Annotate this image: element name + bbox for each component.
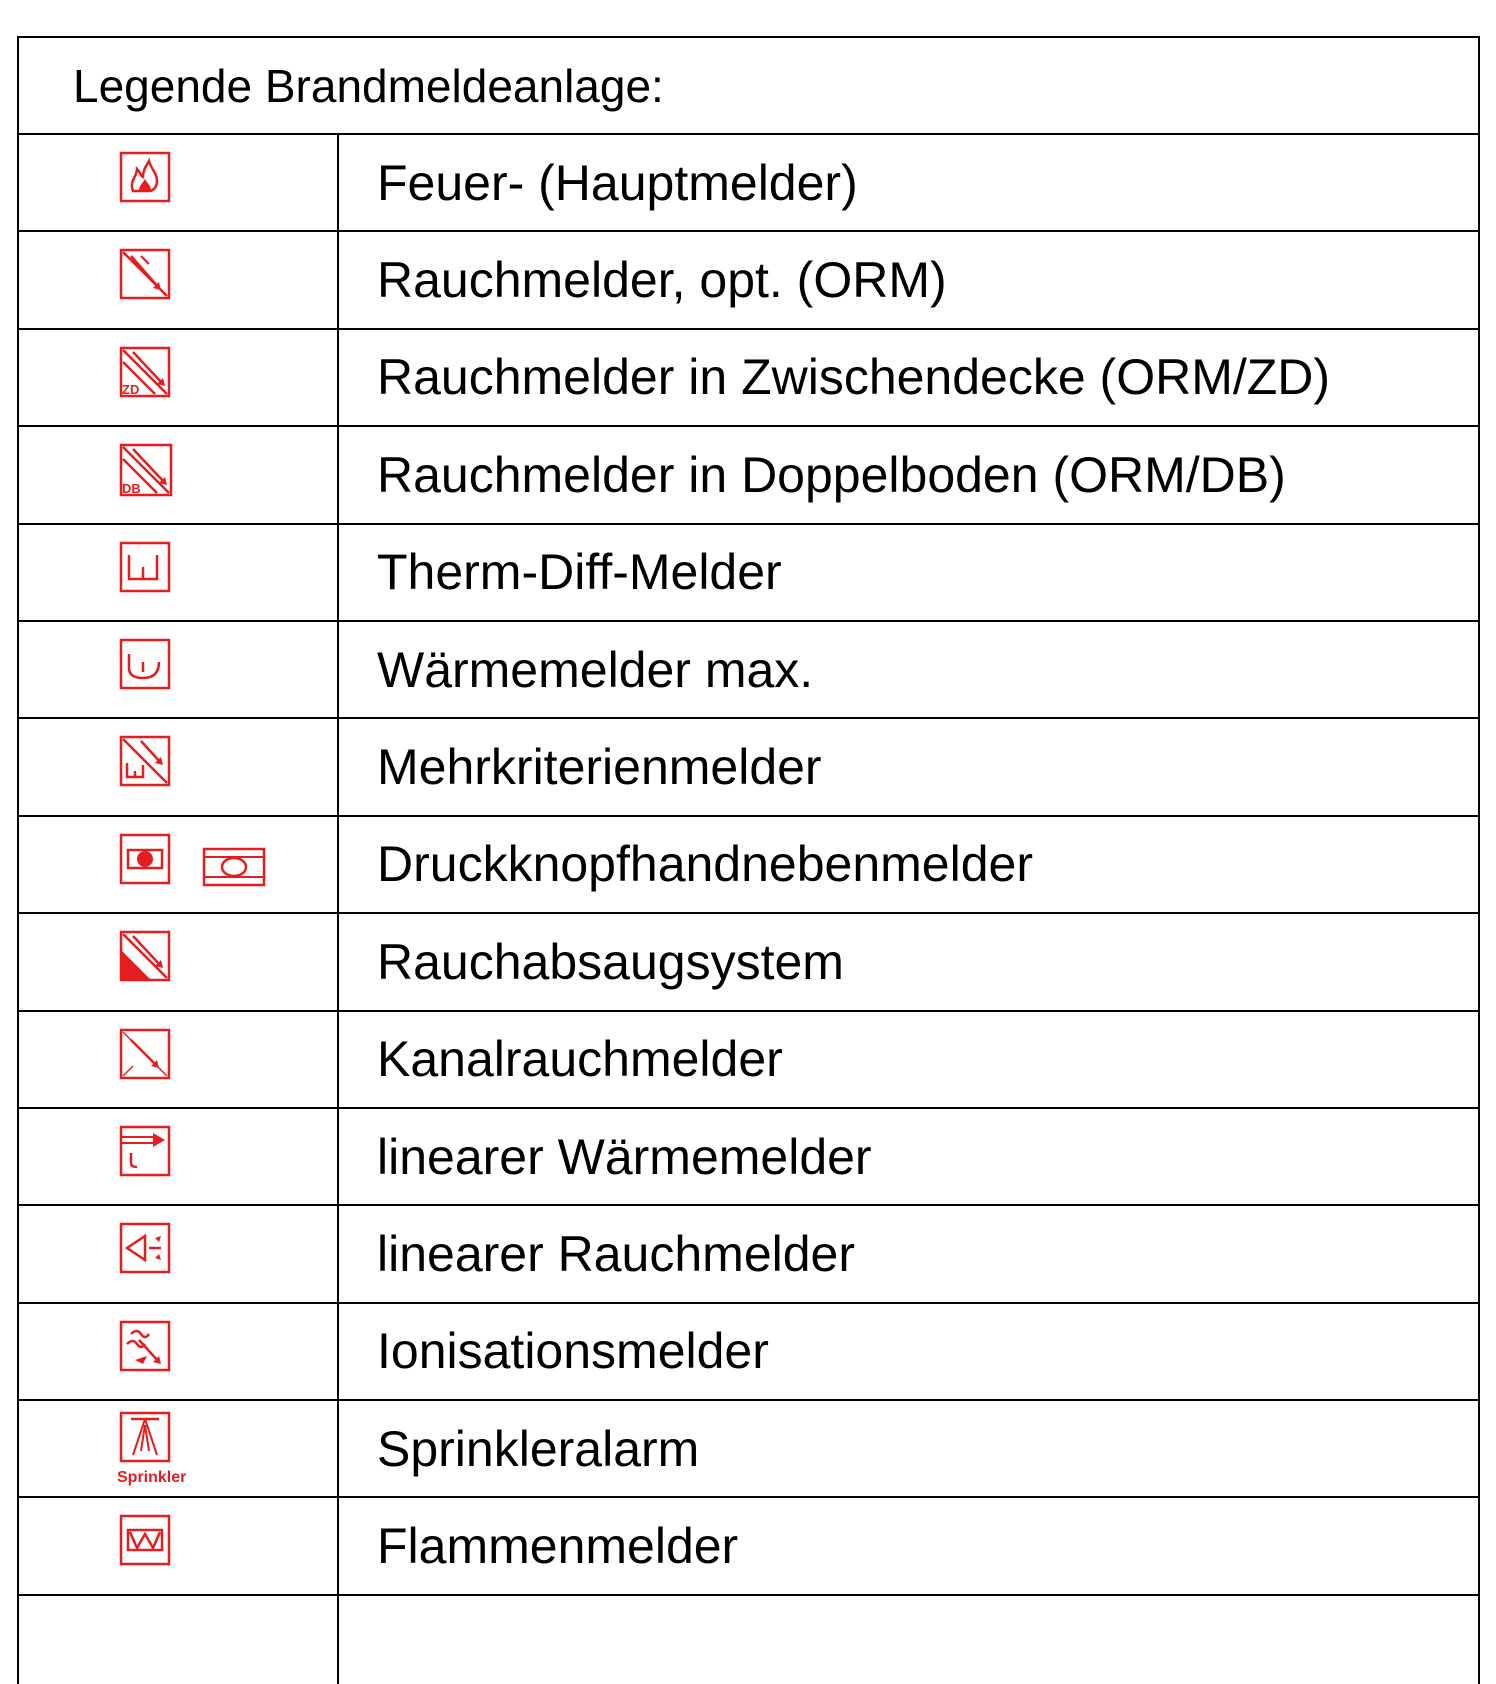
manual-call-point-alt-icon <box>202 847 266 887</box>
legend-header <box>19 38 1478 135</box>
symbol-cell <box>19 817 339 912</box>
legend-row <box>19 817 1478 914</box>
symbol-cell <box>19 330 339 425</box>
aspirating-smoke-system-icon <box>119 930 171 982</box>
legend-row <box>19 1401 1478 1498</box>
symbol-description: Druckknopfhandnebenmelder <box>377 836 1033 893</box>
symbol-description: linearer Wärmemelder <box>377 1128 872 1185</box>
legend-row <box>19 914 1478 1011</box>
multi-criteria-detector-icon <box>119 735 171 787</box>
fire-detector-icon <box>119 151 171 203</box>
symbol-cell <box>19 622 339 717</box>
smoke-detector-raised-floor-icon <box>119 443 173 497</box>
legend-title: Legende Brandmeldeanlage: <box>73 59 664 112</box>
symbol-description: Rauchmelder in Zwischendecke (ORM/ZD) <box>377 349 1331 406</box>
symbol-cell <box>19 914 339 1009</box>
symbol-description: Ionisationsmelder <box>377 1323 769 1380</box>
symbol-description: Kanalrauchmelder <box>377 1031 783 1088</box>
legend-row <box>19 232 1478 329</box>
heat-detector-max-icon <box>119 638 171 690</box>
legend-row <box>19 427 1478 524</box>
legend-row <box>19 1498 1478 1595</box>
symbol-cell <box>19 1206 339 1301</box>
symbol-cell <box>19 525 339 620</box>
symbol-description: Sprinkleralarm <box>377 1420 700 1477</box>
flame-detector-icon <box>119 1514 171 1566</box>
symbol-description: Rauchabsaugsystem <box>377 933 844 990</box>
legend-row <box>19 1012 1478 1109</box>
symbol-cell <box>19 719 339 814</box>
symbol-cell <box>19 1304 339 1399</box>
legend-table <box>17 36 1480 1684</box>
linear-heat-detector-icon <box>119 1125 171 1177</box>
sprinkler-alarm-icon <box>119 1411 171 1463</box>
symbol-cell <box>19 1012 339 1107</box>
symbol-description: Rauchmelder, opt. (ORM) <box>377 252 947 309</box>
symbol-cell <box>19 232 339 327</box>
duct-smoke-detector-icon <box>119 1028 171 1080</box>
svg-text:DB: DB <box>122 481 141 497</box>
legend-row <box>19 622 1478 719</box>
sprinkler-caption: Sprinkler <box>117 1469 187 1487</box>
symbol-cell <box>19 135 339 230</box>
symbol-cell <box>19 1498 339 1593</box>
legend-row <box>19 135 1478 232</box>
legend-row <box>19 525 1478 622</box>
symbol-description <box>339 1596 1478 1684</box>
symbol-description: linearer Rauchmelder <box>377 1225 856 1282</box>
symbol-cell <box>19 427 339 522</box>
manual-call-point-icon <box>119 833 171 885</box>
optical-smoke-detector-icon <box>119 248 171 300</box>
legend-row <box>19 1206 1478 1303</box>
linear-smoke-detector-icon <box>119 1222 171 1274</box>
legend-row <box>19 1109 1478 1206</box>
symbol-description: Therm-Diff-Melder <box>377 544 782 601</box>
symbol-description: Rauchmelder in Doppelboden (ORM/DB) <box>377 446 1286 503</box>
symbol-description: Mehrkriterienmelder <box>377 739 822 796</box>
symbol-description: Feuer- (Hauptmelder) <box>377 154 858 211</box>
symbol-cell <box>19 1596 339 1684</box>
symbol-cell <box>19 1401 339 1496</box>
symbol-cell <box>19 1109 339 1204</box>
thermal-differential-detector-icon <box>119 541 171 593</box>
legend-row <box>19 719 1478 816</box>
empty-row <box>19 1596 1478 1684</box>
legend-row <box>19 1304 1478 1401</box>
svg-text:ZD: ZD <box>122 381 140 397</box>
smoke-detector-false-ceiling-icon <box>119 346 171 398</box>
symbol-description: Wärmemelder max. <box>377 641 814 698</box>
symbol-description: Flammenmelder <box>377 1518 739 1575</box>
legend-row <box>19 330 1478 427</box>
ionisation-detector-icon <box>119 1320 171 1372</box>
